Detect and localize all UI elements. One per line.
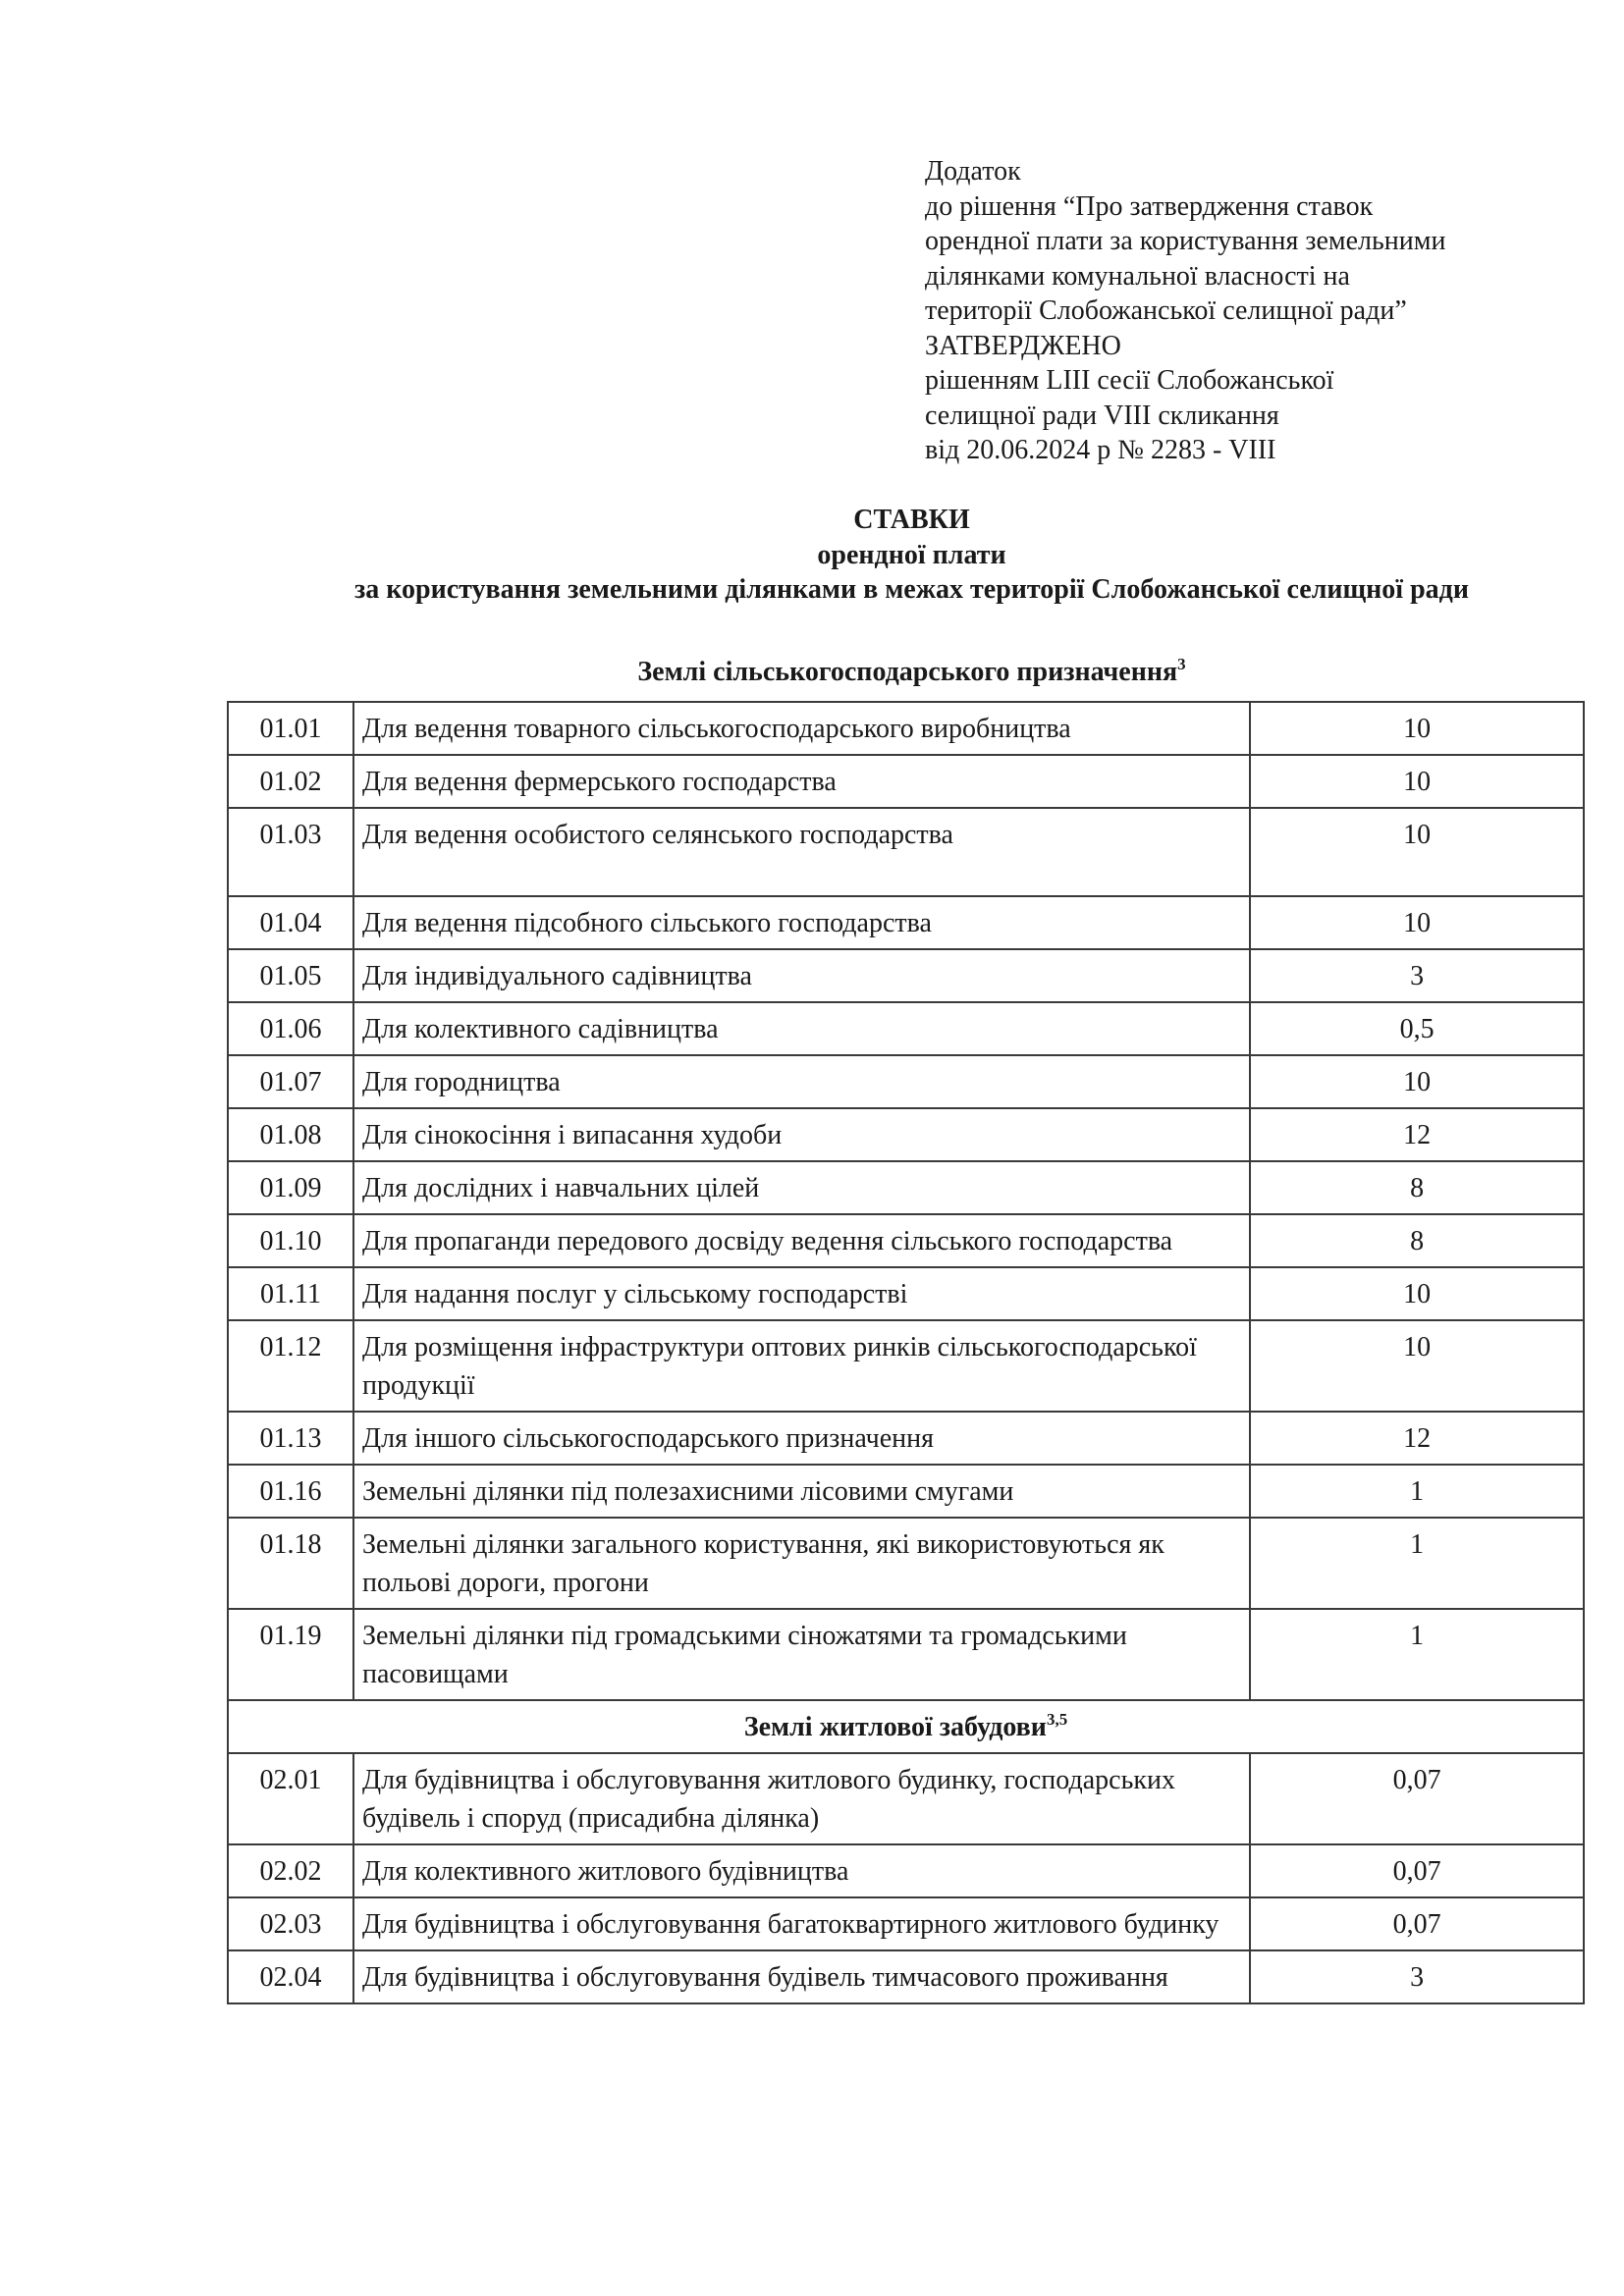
- land-use-code: 01.05: [228, 949, 353, 1002]
- land-use-code: 01.07: [228, 1055, 353, 1108]
- footnote-ref: 3: [1177, 655, 1186, 673]
- addendum-line: від 20.06.2024 р № 2283 - VIII: [925, 435, 1276, 465]
- land-use-name: Для ведення фермерського господарства: [353, 755, 1250, 808]
- table-row: [228, 1055, 1584, 1108]
- addendum-block: [925, 154, 1573, 468]
- table-row: [228, 702, 1584, 755]
- land-use-name: Для ведення підсобного сільського господарства: [353, 896, 1250, 949]
- land-use-code: 01.11: [228, 1267, 353, 1320]
- addendum-line: ділянками комунальної власності на: [925, 260, 1350, 292]
- land-use-code: 01.18: [228, 1518, 353, 1609]
- table-row: [228, 1950, 1584, 2003]
- land-use-code: 01.13: [228, 1412, 353, 1465]
- table-row: [228, 1518, 1584, 1609]
- heading-description: за користування земельними ділянками в межах території Слобожанської селищної ради: [354, 574, 1469, 605]
- addendum-line: рішенням LIII сесії Слобожанської: [925, 365, 1334, 396]
- rent-rate: 8: [1250, 1161, 1584, 1214]
- table-row: [228, 1753, 1584, 1844]
- land-use-name: Для колективного житлового будівництва: [353, 1844, 1250, 1897]
- addendum-line: орендної плати за користування земельними: [925, 226, 1446, 256]
- land-use-code: 01.03: [228, 808, 353, 896]
- land-use-name: Для дослідних і навчальних цілей: [353, 1161, 1250, 1214]
- heading-title: СТАВКИ: [853, 505, 970, 535]
- land-use-code: 01.01: [228, 702, 353, 755]
- land-use-name: Для городництва: [353, 1055, 1250, 1108]
- rent-rate: 10: [1250, 1320, 1584, 1412]
- land-use-name: Для будівництва і обслуговування житлового будинку, господарських будівель і споруд (присадибна ділянка): [353, 1753, 1250, 1844]
- rent-rate: 0,07: [1250, 1753, 1584, 1844]
- addendum-line: до рішення “Про затвердження ставок: [925, 190, 1374, 222]
- land-use-name: Для ведення товарного сільськогосподарського виробництва: [353, 702, 1250, 755]
- rent-rate: 12: [1250, 1412, 1584, 1465]
- land-use-name: Для іншого сільськогосподарського призначення: [353, 1412, 1250, 1465]
- addendum-line: селищної ради VIII скликання: [925, 400, 1279, 431]
- rent-rate: 3: [1250, 1950, 1584, 2003]
- table-row: [228, 1108, 1584, 1161]
- section-title-agricultural: [227, 655, 1597, 690]
- rent-rate: 10: [1250, 702, 1584, 755]
- land-use-code: 01.10: [228, 1214, 353, 1267]
- land-use-code: 01.06: [228, 1002, 353, 1055]
- rent-rate: 10: [1250, 896, 1584, 949]
- rent-rate: 10: [1250, 1267, 1584, 1320]
- land-use-code: 01.04: [228, 896, 353, 949]
- table-row: [228, 1609, 1584, 1700]
- section-title-text: Землі сільськогосподарського призначення: [637, 657, 1178, 687]
- land-use-code: 02.03: [228, 1897, 353, 1950]
- land-use-code: 01.02: [228, 755, 353, 808]
- addendum-line: Додаток: [925, 156, 1021, 187]
- section-row-residential: [228, 1700, 1584, 1753]
- land-use-code: 01.19: [228, 1609, 353, 1700]
- land-use-code: 01.09: [228, 1161, 353, 1214]
- table-row: [228, 1412, 1584, 1465]
- table-row: [228, 1897, 1584, 1950]
- table-row: [228, 1267, 1584, 1320]
- rent-rate: 8: [1250, 1214, 1584, 1267]
- heading-subtitle: орендної плати: [817, 539, 1006, 570]
- rent-rate: 10: [1250, 755, 1584, 808]
- table-row: [228, 1161, 1584, 1214]
- land-use-name: Земельні ділянки загального користування, які використовуються як польові дороги, прогони: [353, 1518, 1250, 1609]
- table-row: [228, 1214, 1584, 1267]
- rent-rate: 1: [1250, 1518, 1584, 1609]
- land-use-code: 02.01: [228, 1753, 353, 1844]
- land-use-name: Для пропаганди передового досвіду ведення сільського господарства: [353, 1214, 1250, 1267]
- land-use-name: Для сінокосіння і випасання худоби: [353, 1108, 1250, 1161]
- land-use-code: 02.04: [228, 1950, 353, 2003]
- table-row: [228, 1844, 1584, 1897]
- table-row: [228, 1320, 1584, 1412]
- table-row: [228, 1002, 1584, 1055]
- section-title-residential: [228, 1700, 1584, 1753]
- land-use-name: Для індивідуального садівництва: [353, 949, 1250, 1002]
- land-use-name: Для колективного садівництва: [353, 1002, 1250, 1055]
- rent-rate: 0,07: [1250, 1844, 1584, 1897]
- document-heading: [227, 503, 1597, 608]
- table-row: [228, 808, 1584, 896]
- rent-rate: 10: [1250, 1055, 1584, 1108]
- rent-rate: 1: [1250, 1609, 1584, 1700]
- land-use-code: 01.08: [228, 1108, 353, 1161]
- land-use-name: Для розміщення інфраструктури оптових ринків сільськогосподарської продукції: [353, 1320, 1250, 1412]
- section-title-text: Землі житлової забудови: [743, 1712, 1047, 1742]
- table-row: [228, 1465, 1584, 1518]
- rent-rate: 0,5: [1250, 1002, 1584, 1055]
- land-use-code: 02.02: [228, 1844, 353, 1897]
- land-use-name: Для надання послуг у сільському господарстві: [353, 1267, 1250, 1320]
- rent-rate: 12: [1250, 1108, 1584, 1161]
- land-use-name: Для ведення особистого селянського господарства: [353, 808, 1250, 896]
- land-use-name: Земельні ділянки під громадськими сіножатями та громадськими пасовищами: [353, 1609, 1250, 1700]
- addendum-line: ЗАТВЕРДЖЕНО: [925, 330, 1121, 361]
- rates-table: [227, 701, 1585, 2004]
- addendum-line: території Слобожанської селищної ради”: [925, 295, 1407, 326]
- land-use-code: 01.16: [228, 1465, 353, 1518]
- land-use-name: Земельні ділянки під полезахисними лісовими смугами: [353, 1465, 1250, 1518]
- land-use-name: Для будівництва і обслуговування будівель тимчасового проживання: [353, 1950, 1250, 2003]
- rent-rate: 0,07: [1250, 1897, 1584, 1950]
- rent-rate: 1: [1250, 1465, 1584, 1518]
- rent-rate: 3: [1250, 949, 1584, 1002]
- land-use-name: Для будівництва і обслуговування багатоквартирного житлового будинку: [353, 1897, 1250, 1950]
- footnote-ref: 3,5: [1046, 1710, 1068, 1729]
- table-row: [228, 755, 1584, 808]
- rates-table-body: [228, 702, 1584, 2003]
- land-use-code: 01.12: [228, 1320, 353, 1412]
- table-row: [228, 949, 1584, 1002]
- rent-rate: 10: [1250, 808, 1584, 896]
- table-row: [228, 896, 1584, 949]
